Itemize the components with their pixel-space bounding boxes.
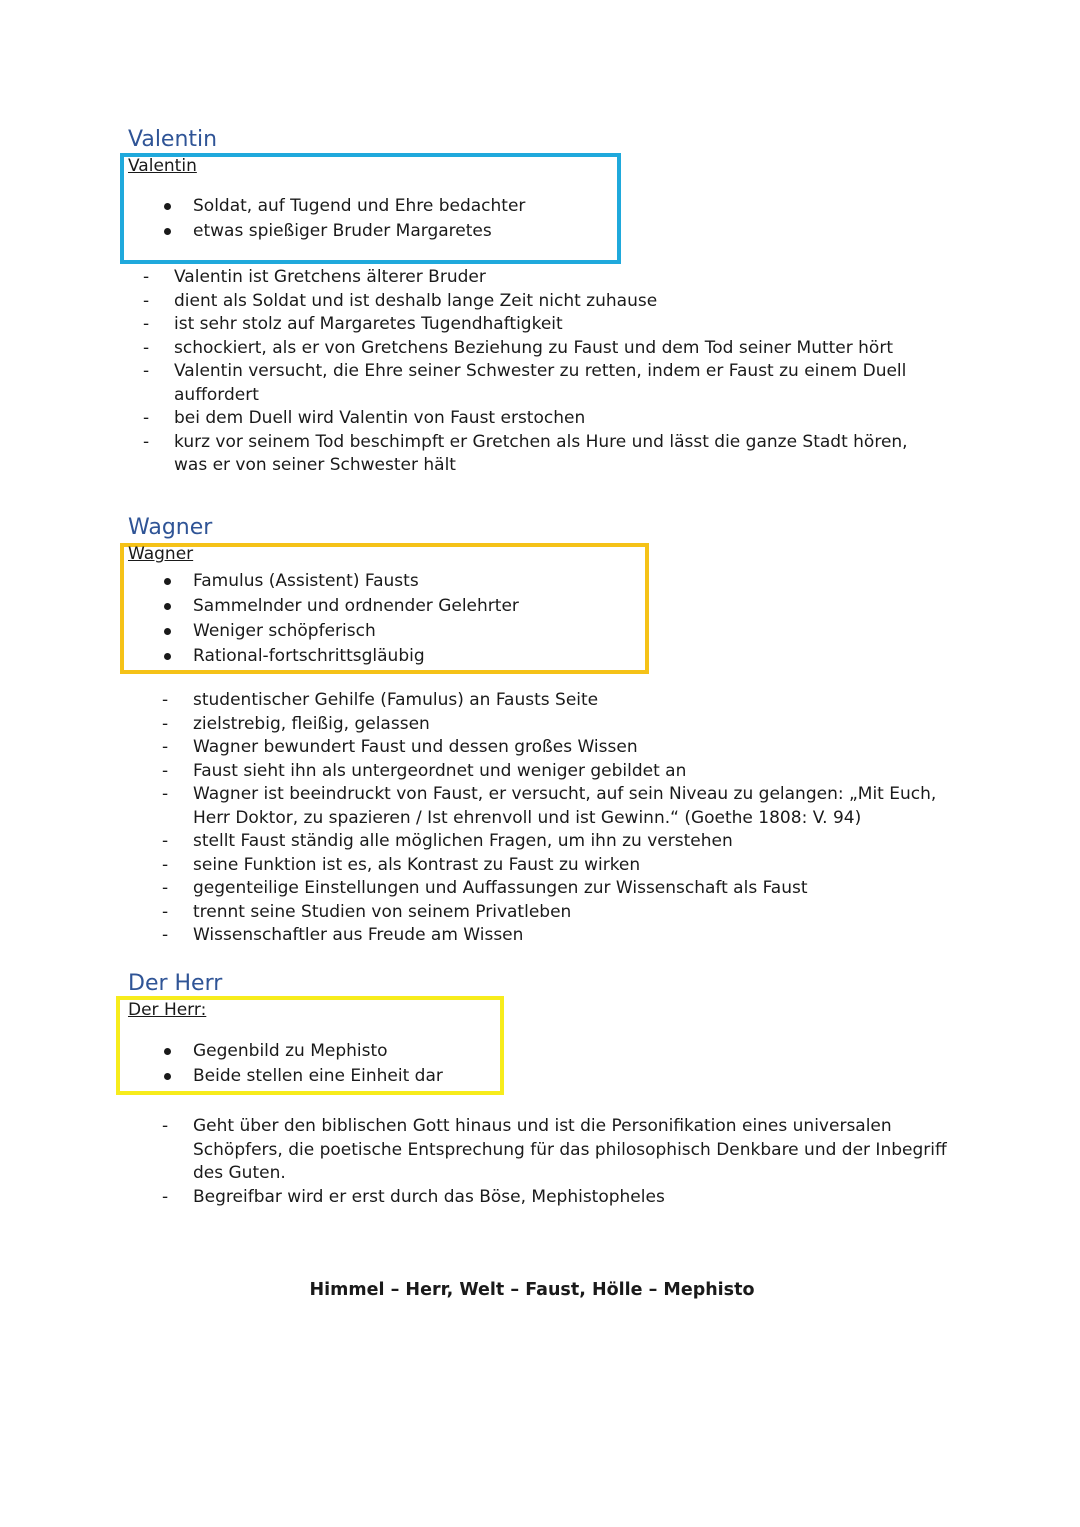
dash-list-der-herr	[193, 1115, 953, 1209]
list-item: - Wissenschaftler aus Freude am Wissen	[193, 924, 953, 948]
list-item: Weniger schöpferisch	[160, 619, 519, 644]
list-item: - schockiert, als er von Gretchens Beziehung zu Faust und dem Tod seiner Mutter hört	[174, 337, 934, 361]
list-item: Beide stellen eine Einheit dar	[160, 1064, 443, 1089]
list-item: etwas spießiger Bruder Margaretes	[160, 219, 525, 244]
list-item: Rational-fortschrittsgläubig	[160, 644, 519, 669]
list-item: - ist sehr stolz auf Margaretes Tugendhaftigkeit	[174, 313, 934, 337]
list-item: Soldat, auf Tugend und Ehre bedachter	[160, 194, 525, 219]
heading-valentin: Valentin	[128, 127, 218, 152]
box-title-valentin: Valentin	[128, 156, 197, 176]
bullet-list-wagner	[160, 569, 519, 669]
list-item: - studentischer Gehilfe (Famulus) an Fausts Seite	[193, 689, 953, 713]
list-item: - zielstrebig, fleißig, gelassen	[193, 713, 953, 737]
heading-wagner: Wagner	[128, 515, 213, 540]
list-item: - trennt seine Studien von seinem Privatleben	[193, 901, 953, 925]
list-item: Gegenbild zu Mephisto	[160, 1039, 443, 1064]
summary-line: Himmel – Herr, Welt – Faust, Hölle – Mephisto	[309, 1279, 755, 1300]
list-item: - seine Funktion ist es, als Kontrast zu Faust zu wirken	[193, 854, 953, 878]
list-item: - Faust sieht ihn als untergeordnet und weniger gebildet an	[193, 760, 953, 784]
bullet-list-valentin	[160, 194, 525, 244]
bullet-list-der-herr	[160, 1039, 443, 1089]
dash-list-valentin	[174, 266, 934, 478]
list-item: - Wagner bewundert Faust und dessen großes Wissen	[193, 736, 953, 760]
list-item: - dient als Soldat und ist deshalb lange Zeit nicht zuhause	[174, 290, 934, 314]
list-item: - Valentin ist Gretchens älterer Bruder	[174, 266, 934, 290]
box-title-wagner: Wagner	[128, 544, 194, 564]
list-item: - stellt Faust ständig alle möglichen Fragen, um ihn zu verstehen	[193, 830, 953, 854]
list-item: Sammelnder und ordnender Gelehrter	[160, 594, 519, 619]
list-item: - Geht über den biblischen Gott hinaus und ist die Personifikation eines universalen Schöpfers, die poetische Entsprechung für das philosophisch Denkbare und der Inbegriff des Guten.	[193, 1115, 953, 1186]
box-title-der-herr: Der Herr:	[128, 1000, 207, 1020]
list-item: - Valentin versucht, die Ehre seiner Schwester zu retten, indem er Faust zu einem Duell auffordert	[174, 360, 934, 407]
dash-list-wagner	[193, 689, 953, 948]
heading-der-herr: Der Herr	[128, 971, 223, 996]
list-item: - kurz vor seinem Tod beschimpft er Gretchen als Hure und lässt die ganze Stadt hören, was er von seiner Schwester hält	[174, 431, 934, 478]
list-item: - gegenteilige Einstellungen und Auffassungen zur Wissenschaft als Faust	[193, 877, 953, 901]
list-item: Famulus (Assistent) Fausts	[160, 569, 519, 594]
list-item: - bei dem Duell wird Valentin von Faust erstochen	[174, 407, 934, 431]
list-item: - Wagner ist beeindruckt von Faust, er versucht, auf sein Niveau zu gelangen: „Mit Euch, Herr Doktor, zu spazieren / Ist ehrenvoll und ist Gewinn.“ (Goethe 1808: V. 94)	[193, 783, 953, 830]
list-item: - Begreifbar wird er erst durch das Böse, Mephistopheles	[193, 1186, 953, 1210]
